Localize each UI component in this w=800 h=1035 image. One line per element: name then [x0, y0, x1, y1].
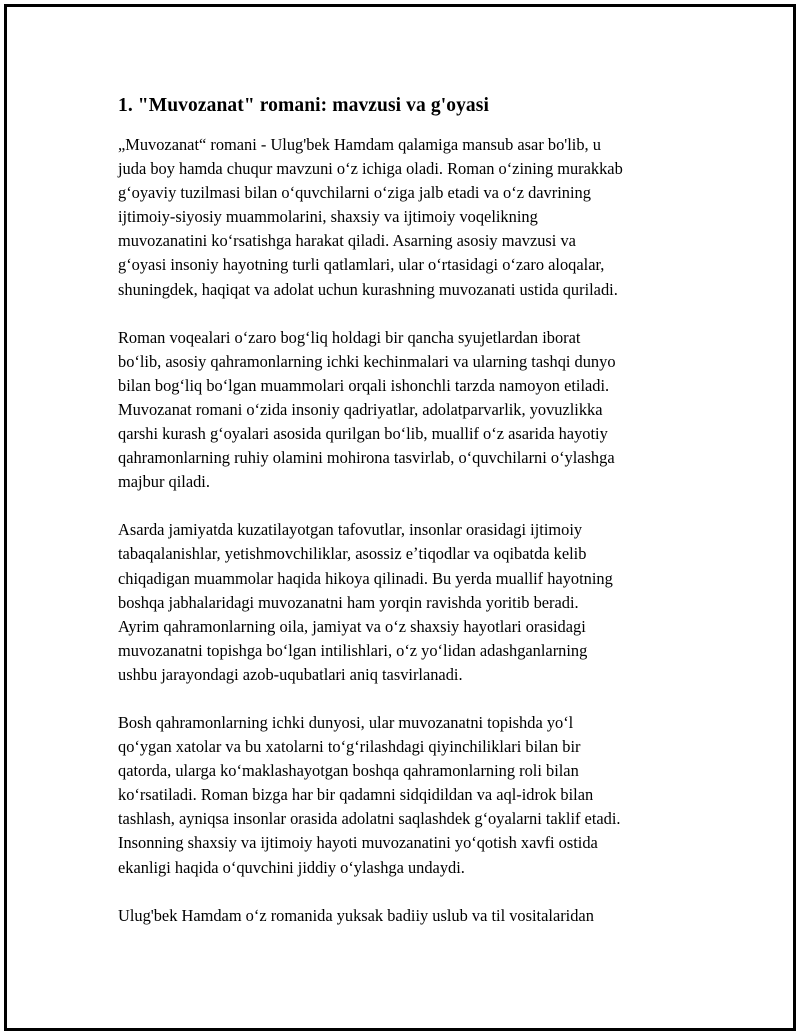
paragraph — [118, 518, 694, 687]
text-line: tabaqalanishlar, yetishmovchiliklar, asossiz eʼtiqodlar va oqibatda kelib — [118, 544, 587, 564]
text-line: Ulug'bek Hamdam oʻz romanida yuksak badiiy uslub va til vositalaridan — [118, 905, 594, 925]
text-line: qatorda, ularga koʻmaklashayotgan boshqa qahramonlarning roli bilan — [118, 761, 579, 781]
document-body — [114, 93, 694, 952]
text-line: muvozanatni topishga boʻlgan intilishlari, oʻz yoʻlidan adashganlarning — [118, 640, 588, 660]
text-line: „Muvozanat“ romani - Ulug'bek Hamdam qalamiga mansub asar bo'lib, u — [118, 135, 601, 154]
text-line: Insonning shaxsiy va ijtimoiy hayoti muvozanatini yoʻqotish xavfi ostida — [118, 833, 598, 853]
text-line: ijtimoiy-siyosiy muammolarini, shaxsiy va ijtimoiy voqelikning — [118, 207, 538, 227]
text-line: boshqa jabhalaridagi muvozanatni ham yorqin ravishda yoritib beradi. — [118, 592, 579, 612]
text-line: Muvozanat romani oʻzida insoniy qadriyatlar, adolatparvarlik, yovuzlikka — [118, 399, 603, 419]
text-line: ushbu jarayondagi azob-uqubatlari aniq tasvirlanadi. — [118, 664, 463, 684]
text-line: Bosh qahramonlarning ichki dunyosi, ular muvozanatni topishda yoʻl — [118, 712, 574, 732]
text-line: qahramonlarning ruhiy olamini mohirona tasvirlab, oʻquvchilarni oʻylashga — [118, 448, 615, 468]
text-line: boʻlib, asosiy qahramonlarning ichki kechinmalari va ularning tashqi dunyo — [118, 351, 616, 371]
paragraph — [118, 904, 694, 928]
text-line: chiqadigan muammolar haqida hikoya qilinadi. Bu yerda muallif hayotning — [118, 568, 613, 588]
text-line: koʻrsatiladi. Roman bizga har bir qadamni sidqidildan va aql-idrok bilan — [118, 785, 594, 805]
text-line: shuningdek, haqiqat va adolat uchun kurashning muvozanati ustida quriladi. — [118, 279, 618, 299]
text-line: majbur qiladi. — [118, 472, 210, 492]
text-line: tashlash, ayniqsa insonlar orasida adolatni saqlashdek gʻoyalarni taklif etadi. — [118, 809, 621, 829]
text-line: juda boy hamda chuqur mavzuni oʻz ichiga oladi. Roman oʻzining murakkab — [118, 159, 623, 179]
text-line: bilan bogʻliq boʻlgan muammolari orqali ishonchli tarzda namoyon etiladi. — [118, 375, 610, 395]
text-line: Ayrim qahramonlarning oila, jamiyat va oʻz shaxsiy hayotlari orasidagi — [118, 616, 586, 636]
text-line: qoʻygan xatolar va bu xatolarni toʻgʻrilashdagi qiyinchiliklari bilan bir — [118, 737, 581, 757]
text-line: ekanligi haqida oʻquvchini jiddiy oʻylashga undaydi. — [118, 857, 465, 877]
text-line: Roman voqealari oʻzaro bogʻliq holdagi bir qancha syujetlardan iborat — [118, 327, 581, 347]
text-line: gʻoyasi insoniy hayotning turli qatlamlari, ular oʻrtasidagi oʻzaro aloqalar, — [118, 255, 605, 275]
text-line: qarshi kurash gʻoyalari asosida qurilgan boʻlib, muallif oʻz asarida hayotiy — [118, 424, 608, 444]
text-line: Asarda jamiyatda kuzatilayotgan tafovutlar, insonlar orasidagi ijtimoiy — [118, 520, 583, 540]
paragraph — [118, 326, 694, 495]
paragraph — [118, 133, 694, 302]
text-line: muvozanatini koʻrsatishga harakat qiladi. Asarning asosiy mavzusi va — [118, 231, 576, 251]
text-line: gʻoyaviy tuzilmasi bilan oʻquvchilarni oʻziga jalb etadi va oʻz davrining — [118, 183, 591, 203]
section-heading: 1. "Muvozanat" romani: mavzusi va g'oyasi — [118, 95, 489, 116]
paragraph — [118, 711, 694, 880]
